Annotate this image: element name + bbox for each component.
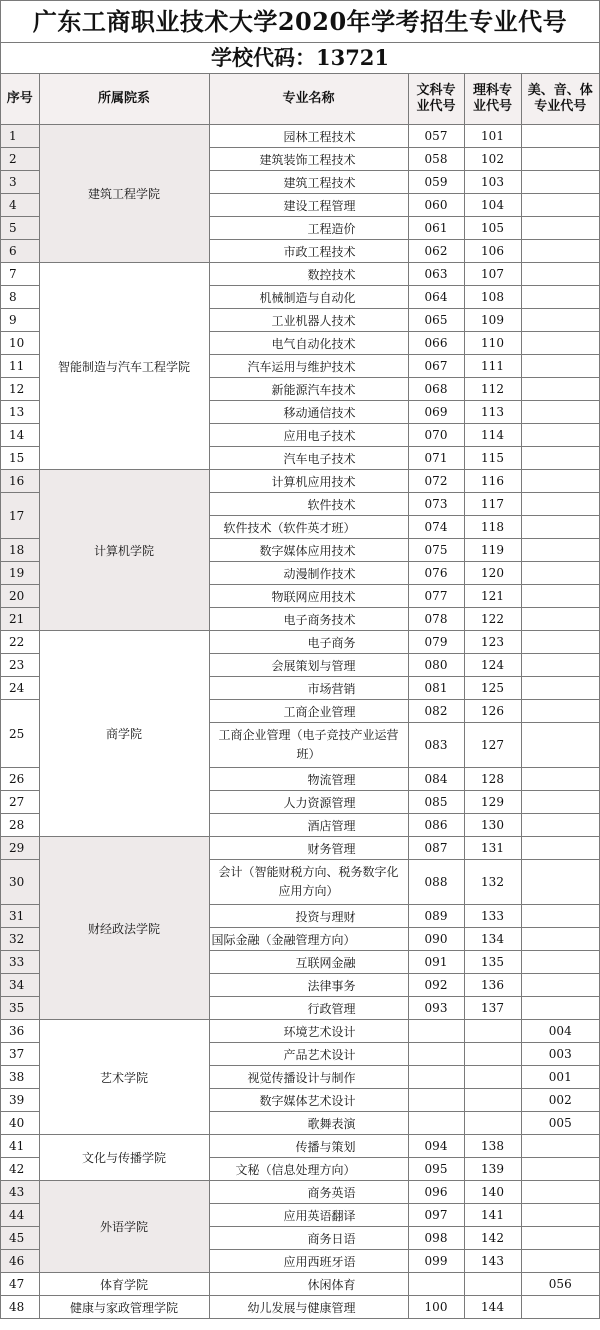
department-name: 文化与传播学院: [39, 1135, 209, 1181]
art-code: [521, 1135, 599, 1158]
major-name: 市场营销: [209, 677, 408, 700]
art-code: [521, 860, 599, 905]
header-like-code: 理科专业代号: [464, 74, 521, 125]
major-name: 移动通信技术: [209, 401, 408, 424]
row-index: 10: [1, 332, 39, 355]
row-index: 25: [1, 700, 39, 768]
department-name: 健康与家政管理学院: [39, 1296, 209, 1319]
wenke-code: 074: [408, 516, 464, 539]
art-code: 001: [521, 1066, 599, 1089]
row-index: 38: [1, 1066, 39, 1089]
like-code: 108: [464, 286, 521, 309]
row-index: 1: [1, 125, 39, 148]
like-code: 116: [464, 470, 521, 493]
wenke-code: [408, 1089, 464, 1112]
like-code: 140: [464, 1181, 521, 1204]
art-code: [521, 401, 599, 424]
art-code: [521, 837, 599, 860]
table-row: [1, 470, 599, 493]
header-wenke-code: 文科专业代号: [408, 74, 464, 125]
art-code: [521, 654, 599, 677]
like-code: 122: [464, 608, 521, 631]
like-code: 109: [464, 309, 521, 332]
major-name: 动漫制作技术: [209, 562, 408, 585]
wenke-code: 067: [408, 355, 464, 378]
wenke-code: 094: [408, 1135, 464, 1158]
major-name: 工商企业管理（电子竞技产业运营班）: [209, 723, 408, 768]
header-dept: 所属院系: [39, 74, 209, 125]
like-code: 117: [464, 493, 521, 516]
like-code: 136: [464, 974, 521, 997]
art-code: [521, 470, 599, 493]
art-code: [521, 378, 599, 401]
wenke-code: 081: [408, 677, 464, 700]
major-name: 园林工程技术: [209, 125, 408, 148]
major-name: 投资与理财: [209, 905, 408, 928]
wenke-code: 091: [408, 951, 464, 974]
major-name: 市政工程技术: [209, 240, 408, 263]
row-index: 46: [1, 1250, 39, 1273]
table-row: [1, 125, 599, 148]
art-code: [521, 1181, 599, 1204]
wenke-code: [408, 1273, 464, 1296]
row-index: 35: [1, 997, 39, 1020]
major-name: 工商企业管理: [209, 700, 408, 723]
row-index: 33: [1, 951, 39, 974]
art-code: 003: [521, 1043, 599, 1066]
wenke-code: 087: [408, 837, 464, 860]
major-name: 产品艺术设计: [209, 1043, 408, 1066]
art-code: [521, 516, 599, 539]
art-code: [521, 217, 599, 240]
art-code: [521, 148, 599, 171]
major-name: 行政管理: [209, 997, 408, 1020]
major-name: 建筑工程技术: [209, 171, 408, 194]
major-name: 计算机应用技术: [209, 470, 408, 493]
table-row: [1, 837, 599, 860]
art-code: [521, 951, 599, 974]
wenke-code: 082: [408, 700, 464, 723]
like-code: 127: [464, 723, 521, 768]
row-index: 23: [1, 654, 39, 677]
school-code: 学校代码：13721: [1, 43, 599, 74]
page-title: 广东工商职业技术大学2020年学考招生专业代号: [1, 1, 599, 43]
like-code: 134: [464, 928, 521, 951]
major-name: 国际金融（金融管理方向）: [209, 928, 408, 951]
table-row: [1, 1135, 599, 1158]
wenke-code: 064: [408, 286, 464, 309]
row-index: 16: [1, 470, 39, 493]
wenke-code: 060: [408, 194, 464, 217]
row-index: 32: [1, 928, 39, 951]
major-name: 人力资源管理: [209, 791, 408, 814]
row-index: 5: [1, 217, 39, 240]
art-code: [521, 814, 599, 837]
like-code: 123: [464, 631, 521, 654]
art-code: [521, 1158, 599, 1181]
row-index: 22: [1, 631, 39, 654]
major-name: 工程造价: [209, 217, 408, 240]
table-row: [1, 1020, 599, 1043]
like-code: 111: [464, 355, 521, 378]
art-code: [521, 631, 599, 654]
row-index: 8: [1, 286, 39, 309]
row-index: 26: [1, 768, 39, 791]
like-code: 113: [464, 401, 521, 424]
major-name: 会展策划与管理: [209, 654, 408, 677]
wenke-code: 092: [408, 974, 464, 997]
art-code: [521, 424, 599, 447]
major-name: 软件技术（软件英才班）: [209, 516, 408, 539]
like-code: 126: [464, 700, 521, 723]
art-code: [521, 125, 599, 148]
like-code: 137: [464, 997, 521, 1020]
wenke-code: 098: [408, 1227, 464, 1250]
row-index: 7: [1, 263, 39, 286]
like-code: 133: [464, 905, 521, 928]
art-code: 056: [521, 1273, 599, 1296]
row-index: 41: [1, 1135, 39, 1158]
like-code: 143: [464, 1250, 521, 1273]
wenke-code: 065: [408, 309, 464, 332]
table-row: [1, 1296, 599, 1319]
row-index: 45: [1, 1227, 39, 1250]
like-code: 128: [464, 768, 521, 791]
wenke-code: [408, 1020, 464, 1043]
row-index: 18: [1, 539, 39, 562]
department-name: 商学院: [39, 631, 209, 837]
wenke-code: 069: [408, 401, 464, 424]
department-name: 艺术学院: [39, 1020, 209, 1135]
row-index: 14: [1, 424, 39, 447]
row-index: 34: [1, 974, 39, 997]
art-code: [521, 332, 599, 355]
art-code: 004: [521, 1020, 599, 1043]
like-code: 106: [464, 240, 521, 263]
row-index: 39: [1, 1089, 39, 1112]
like-code: 119: [464, 539, 521, 562]
row-index: 15: [1, 447, 39, 470]
row-index: 43: [1, 1181, 39, 1204]
row-index: 31: [1, 905, 39, 928]
like-code: 124: [464, 654, 521, 677]
row-index: 47: [1, 1273, 39, 1296]
row-index: 11: [1, 355, 39, 378]
row-index: 3: [1, 171, 39, 194]
wenke-code: 083: [408, 723, 464, 768]
table-row: [1, 1273, 599, 1296]
wenke-code: 062: [408, 240, 464, 263]
wenke-code: 093: [408, 997, 464, 1020]
row-index: 21: [1, 608, 39, 631]
major-name: 视觉传播设计与制作: [209, 1066, 408, 1089]
like-code: 118: [464, 516, 521, 539]
row-index: 37: [1, 1043, 39, 1066]
art-code: [521, 355, 599, 378]
row-index: 6: [1, 240, 39, 263]
wenke-code: 057: [408, 125, 464, 148]
like-code: 139: [464, 1158, 521, 1181]
like-code: 107: [464, 263, 521, 286]
department-name: 外语学院: [39, 1181, 209, 1273]
row-index: 29: [1, 837, 39, 860]
art-code: [521, 240, 599, 263]
wenke-code: 059: [408, 171, 464, 194]
wenke-code: 080: [408, 654, 464, 677]
like-code: 138: [464, 1135, 521, 1158]
wenke-code: 076: [408, 562, 464, 585]
art-code: [521, 1250, 599, 1273]
wenke-code: 088: [408, 860, 464, 905]
wenke-code: 095: [408, 1158, 464, 1181]
art-code: [521, 677, 599, 700]
like-code: 131: [464, 837, 521, 860]
major-name: 应用英语翻译: [209, 1204, 408, 1227]
art-code: [521, 974, 599, 997]
wenke-code: [408, 1043, 464, 1066]
department-name: 体育学院: [39, 1273, 209, 1296]
header-idx: 序号: [1, 74, 39, 125]
wenke-code: 079: [408, 631, 464, 654]
wenke-code: 099: [408, 1250, 464, 1273]
like-code: [464, 1089, 521, 1112]
wenke-code: 077: [408, 585, 464, 608]
major-name: 数字媒体应用技术: [209, 539, 408, 562]
like-code: 120: [464, 562, 521, 585]
like-code: [464, 1020, 521, 1043]
majors-table: [1, 74, 599, 1319]
row-index: 17: [1, 493, 39, 539]
row-index: 9: [1, 309, 39, 332]
wenke-code: 090: [408, 928, 464, 951]
major-name: 电子商务: [209, 631, 408, 654]
wenke-code: 072: [408, 470, 464, 493]
art-code: [521, 447, 599, 470]
like-code: 110: [464, 332, 521, 355]
like-code: 104: [464, 194, 521, 217]
major-name: 物联网应用技术: [209, 585, 408, 608]
table-header-row: [1, 74, 599, 125]
like-code: 142: [464, 1227, 521, 1250]
major-name: 文秘（信息处理方向）: [209, 1158, 408, 1181]
art-code: [521, 997, 599, 1020]
major-name: 会计（智能财税方向、税务数字化应用方向）: [209, 860, 408, 905]
row-index: 48: [1, 1296, 39, 1319]
art-code: 005: [521, 1112, 599, 1135]
major-name: 新能源汽车技术: [209, 378, 408, 401]
like-code: 114: [464, 424, 521, 447]
art-code: 002: [521, 1089, 599, 1112]
major-name: 工业机器人技术: [209, 309, 408, 332]
row-index: 44: [1, 1204, 39, 1227]
header-major: 专业名称: [209, 74, 408, 125]
major-name: 酒店管理: [209, 814, 408, 837]
like-code: [464, 1112, 521, 1135]
table-row: [1, 1181, 599, 1204]
row-index: 13: [1, 401, 39, 424]
art-code: [521, 194, 599, 217]
major-name: 数控技术: [209, 263, 408, 286]
major-name: 物流管理: [209, 768, 408, 791]
wenke-code: 066: [408, 332, 464, 355]
table-row: [1, 631, 599, 654]
wenke-code: 070: [408, 424, 464, 447]
wenke-code: 071: [408, 447, 464, 470]
major-name: 歌舞表演: [209, 1112, 408, 1135]
wenke-code: 097: [408, 1204, 464, 1227]
art-code: [521, 171, 599, 194]
major-name: 商务日语: [209, 1227, 408, 1250]
major-name: 应用西班牙语: [209, 1250, 408, 1273]
wenke-code: 061: [408, 217, 464, 240]
major-name: 机械制造与自动化: [209, 286, 408, 309]
major-name: 建筑装饰工程技术: [209, 148, 408, 171]
art-code: [521, 1227, 599, 1250]
row-index: 28: [1, 814, 39, 837]
header-art-code: 美、音、体专业代号: [521, 74, 599, 125]
art-code: [521, 791, 599, 814]
major-name: 互联网金融: [209, 951, 408, 974]
row-index: 36: [1, 1020, 39, 1043]
row-index: 40: [1, 1112, 39, 1135]
like-code: 132: [464, 860, 521, 905]
like-code: 129: [464, 791, 521, 814]
like-code: [464, 1273, 521, 1296]
major-name: 电子商务技术: [209, 608, 408, 631]
art-code: [521, 1204, 599, 1227]
major-name: 传播与策划: [209, 1135, 408, 1158]
wenke-code: 063: [408, 263, 464, 286]
like-code: 115: [464, 447, 521, 470]
art-code: [521, 585, 599, 608]
like-code: 101: [464, 125, 521, 148]
art-code: [521, 768, 599, 791]
like-code: 144: [464, 1296, 521, 1319]
like-code: 125: [464, 677, 521, 700]
wenke-code: 085: [408, 791, 464, 814]
row-index: 30: [1, 860, 39, 905]
major-name: 环境艺术设计: [209, 1020, 408, 1043]
department-name: 计算机学院: [39, 470, 209, 631]
art-code: [521, 608, 599, 631]
like-code: 135: [464, 951, 521, 974]
art-code: [521, 286, 599, 309]
wenke-code: 096: [408, 1181, 464, 1204]
wenke-code: 084: [408, 768, 464, 791]
row-index: 19: [1, 562, 39, 585]
major-name: 数字媒体艺术设计: [209, 1089, 408, 1112]
row-index: 4: [1, 194, 39, 217]
wenke-code: 100: [408, 1296, 464, 1319]
row-index: 20: [1, 585, 39, 608]
major-name: 建设工程管理: [209, 194, 408, 217]
like-code: 105: [464, 217, 521, 240]
major-name: 汽车运用与维护技术: [209, 355, 408, 378]
wenke-code: 086: [408, 814, 464, 837]
major-name: 休闲体育: [209, 1273, 408, 1296]
row-index: 24: [1, 677, 39, 700]
like-code: 112: [464, 378, 521, 401]
wenke-code: 078: [408, 608, 464, 631]
major-name: 财务管理: [209, 837, 408, 860]
major-name: 汽车电子技术: [209, 447, 408, 470]
wenke-code: 058: [408, 148, 464, 171]
major-name: 幼儿发展与健康管理: [209, 1296, 408, 1319]
wenke-code: 068: [408, 378, 464, 401]
department-name: 财经政法学院: [39, 837, 209, 1020]
art-code: [521, 723, 599, 768]
row-index: 2: [1, 148, 39, 171]
major-name: 商务英语: [209, 1181, 408, 1204]
row-index: 12: [1, 378, 39, 401]
row-index: 27: [1, 791, 39, 814]
art-code: [521, 928, 599, 951]
wenke-code: 089: [408, 905, 464, 928]
wenke-code: 075: [408, 539, 464, 562]
row-index: 42: [1, 1158, 39, 1181]
like-code: 103: [464, 171, 521, 194]
major-name: 软件技术: [209, 493, 408, 516]
like-code: 102: [464, 148, 521, 171]
like-code: [464, 1043, 521, 1066]
like-code: 121: [464, 585, 521, 608]
department-name: 智能制造与汽车工程学院: [39, 263, 209, 470]
art-code: [521, 1296, 599, 1319]
major-name: 电气自动化技术: [209, 332, 408, 355]
like-code: [464, 1066, 521, 1089]
wenke-code: 073: [408, 493, 464, 516]
art-code: [521, 562, 599, 585]
like-code: 130: [464, 814, 521, 837]
wenke-code: [408, 1112, 464, 1135]
like-code: 141: [464, 1204, 521, 1227]
art-code: [521, 309, 599, 332]
major-name: 应用电子技术: [209, 424, 408, 447]
wenke-code: [408, 1066, 464, 1089]
art-code: [521, 905, 599, 928]
major-name: 法律事务: [209, 974, 408, 997]
art-code: [521, 700, 599, 723]
table-body: [1, 125, 599, 1319]
art-code: [521, 493, 599, 516]
table-row: [1, 263, 599, 286]
department-name: 建筑工程学院: [39, 125, 209, 263]
art-code: [521, 263, 599, 286]
art-code: [521, 539, 599, 562]
